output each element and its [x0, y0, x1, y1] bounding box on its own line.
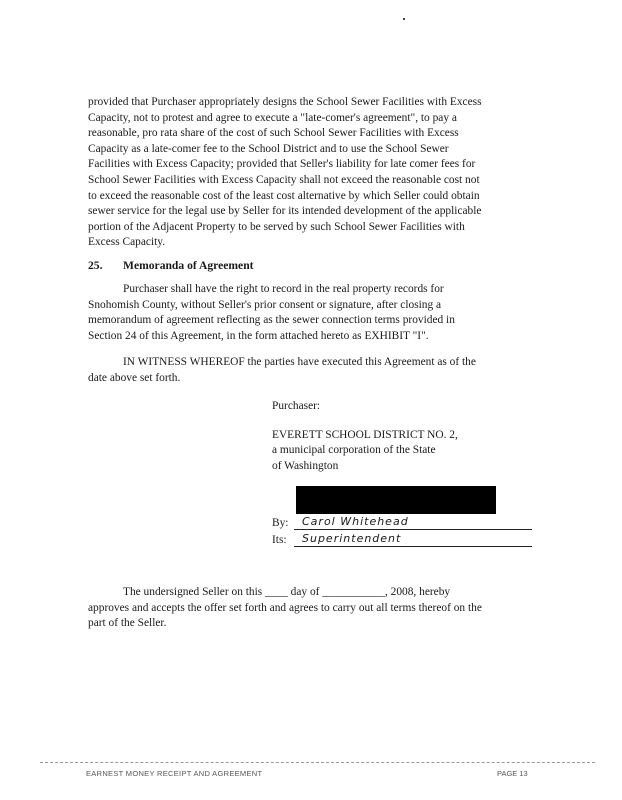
text-line: Facilities with Excess Capacity; provided that Seller's liability for late comer fees for	[88, 158, 476, 171]
signature-its-line	[272, 530, 532, 548]
section-heading	[88, 259, 254, 272]
section-title: Memoranda of Agreement	[123, 259, 254, 272]
signature-by-line	[272, 513, 532, 531]
text-line: memorandum of agreement reflecting as the sewer connection terms provided in	[88, 314, 455, 327]
text-line: Snohomish County, without Seller's prior consent or signature, after closing a	[88, 298, 442, 311]
text-line: provided that Purchaser appropriately designs the School Sewer Facilities with Excess	[88, 96, 482, 108]
purchaser-entity	[272, 428, 458, 474]
entity-line: EVERETT SCHOOL DISTRICT NO. 2,	[272, 429, 458, 441]
text-line: Section 24 of this Agreement, in the form attached hereto as EXHIBIT "I".	[88, 329, 429, 342]
handwritten-title: Superintendent	[302, 532, 402, 545]
by-label: By:	[272, 517, 289, 529]
text-line: approves and accepts the offer set forth and agrees to carry out all terms thereof on the	[88, 601, 482, 614]
signature-rule	[294, 546, 532, 547]
text-line: Capacity as a late-comer fee to the School District and to use the School Sewer	[88, 142, 449, 155]
entity-line: a municipal corporation of the State	[272, 444, 436, 457]
text-line: The undersigned Seller on this ____ day of ___________, 2008, hereby	[123, 586, 451, 598]
its-label: Its:	[272, 534, 287, 546]
section-number: 25.	[88, 259, 103, 272]
text-line: to exceed the reasonable cost of the least cost alternative by which Seller could obtain	[88, 189, 480, 202]
purchaser-label: Purchaser:	[272, 400, 321, 412]
entity-line: of Washington	[272, 459, 339, 472]
text-line: date above set forth.	[88, 371, 181, 384]
footer-divider	[40, 762, 595, 763]
scan-speck	[403, 18, 405, 20]
text-line: Excess Capacity.	[88, 236, 166, 249]
footer-document-title: EARNEST MONEY RECEIPT AND AGREEMENT	[86, 769, 263, 778]
text-line: portion of the Adjacent Property to be served by such School Sewer Facilities with	[88, 220, 465, 233]
redaction-block	[296, 486, 496, 514]
paragraph-sewer-facilities	[88, 95, 534, 251]
paragraph-seller-acceptance	[88, 585, 534, 632]
text-line: IN WITNESS WHEREOF the parties have executed this Agreement as of the	[123, 356, 476, 368]
footer-page-number: PAGE 13	[497, 769, 528, 778]
paragraph-witness	[88, 355, 534, 386]
text-line: sewer service for the legal use by Seller for its intended development of the applicable	[88, 205, 482, 218]
text-line: reasonable, pro rata share of the cost of such School Sewer Facilities with Excess	[88, 127, 459, 140]
handwritten-signature: Carol Whitehead	[302, 515, 409, 528]
text-line: Capacity, not to protest and agree to execute a "late-comer's agreement", to pay a	[88, 111, 457, 124]
paragraph-memoranda	[88, 282, 534, 344]
text-line: School Sewer Facilities with Excess Capacity shall not exceed the reasonable cost not	[88, 173, 480, 186]
text-line: part of the Seller.	[88, 617, 167, 630]
text-line: Purchaser shall have the right to record in the real property records for	[123, 283, 444, 295]
